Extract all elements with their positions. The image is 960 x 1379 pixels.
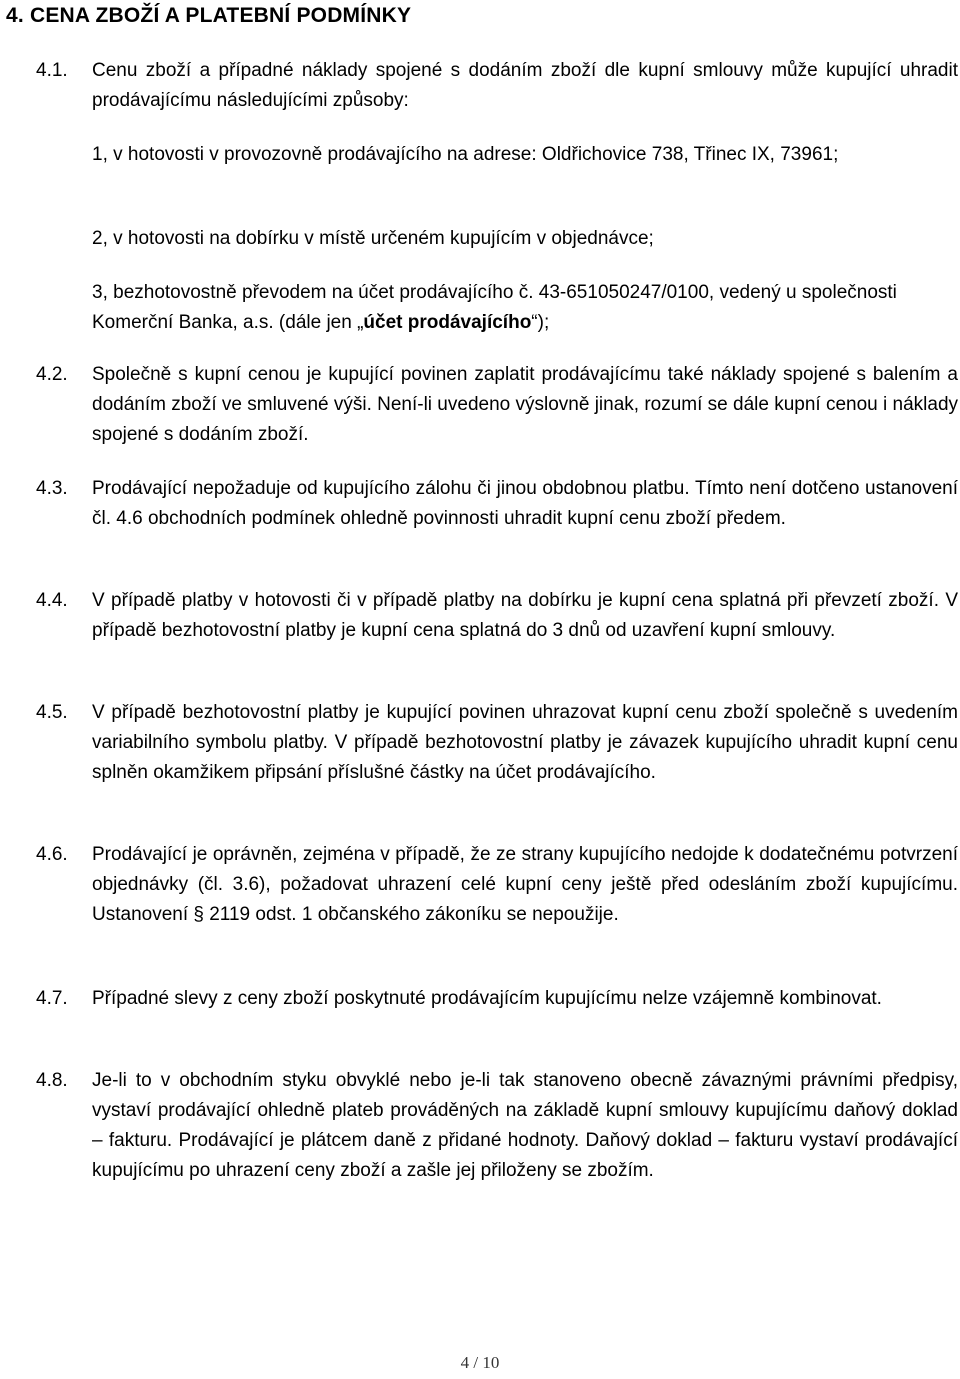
- clause-text: Prodávající nepožaduje od kupujícího zálohu či jinou obdobnou platbu. Tímto není dotčeno ustanovení čl. 4.6 obchodních podmínek ohledně povinnosti uhradit kupní cenu zboží předem.: [92, 478, 958, 529]
- clause-text: V případě bezhotovostní platby je kupující povinen uhrazovat kupní cenu zboží společně s uvedením variabilního symbolu platby. V případě bezhotovostní platby je závazek kupujícího uhradit kupní cenu splněn okamžikem připsání příslušné částky na účet prodávajícího.: [92, 702, 958, 783]
- clause-number: 4.2.: [36, 364, 68, 385]
- clause-number: 4.4.: [36, 590, 68, 611]
- option-3-text: 3, bezhotovostně převodem na účet prodávajícího č. 43-651050247/0100, vedený u společnosti Komerční Banka, a.s. (dále jen „: [92, 282, 897, 333]
- option-3-end: “);: [531, 312, 550, 333]
- section-heading: 4. CENA ZBOŽÍ A PLATEBNÍ PODMÍNKY: [6, 4, 412, 27]
- clause-text: Případné slevy z ceny zboží poskytnuté prodávajícím kupujícímu nelze vzájemně kombinovat.: [92, 988, 882, 1009]
- clause-text: Cenu zboží a případné náklady spojené s dodáním zboží dle kupní smlouvy může kupující uhradit prodávajícímu následujícími způsoby:: [92, 60, 958, 111]
- payment-option-1: 1, v hotovosti v provozovně prodávajícího na adrese: Oldřichovice 738, Třinec IX, 73961;: [92, 144, 839, 165]
- clause-text: Je-li to v obchodním styku obvyklé nebo je-li tak stanoveno obecně závaznými právními předpisy, vystaví prodávající ohledně plateb prováděných na základě kupní smlouvy kupujícímu daňový doklad – fakturu. Prodávající je plátcem daně z přidané hodnoty. Daňový doklad – fakturu vystaví prodávající kupujícímu po uhrazení ceny zboží a zašle jej přiloženy se zbožím.: [92, 1070, 958, 1181]
- clause-text: Prodávající je oprávněn, zejména v případě, že ze strany kupujícího nedojde k dodatečnému potvrzení objednávky (čl. 3.6), požadovat uhrazení celé kupní ceny ještě před odesláním zboží kupujícímu. Ustanovení § 2119 odst. 1 občanského zákoníku se nepoužije.: [92, 844, 958, 925]
- clause-text: Společně s kupní cenou je kupující povinen zaplatit prodávajícímu také náklady spojené s balením a dodáním zboží ve smluvené výši. Není-li uvedeno výslovně jinak, rozumí se dále kupní cenou i náklady spojené s dodáním zboží.: [92, 364, 959, 445]
- clause-number: 4.3.: [36, 478, 68, 499]
- payment-option-2: 2, v hotovosti na dobírku v místě určeném kupujícím v objednávce;: [92, 228, 654, 249]
- payment-option-3: [92, 278, 958, 338]
- clause-number: 4.8.: [36, 1070, 68, 1091]
- clause-number: 4.5.: [36, 702, 68, 723]
- defined-term: účet prodávajícího: [363, 312, 532, 333]
- clause-text: V případě platby v hotovosti či v případě platby na dobírku je kupní cena splatná při převzetí zboží. V případě bezhotovostní platby je kupní cena splatná do 3 dnů od uzavření kupní smlouvy.: [92, 590, 958, 641]
- page-number: 4 / 10: [460, 1353, 500, 1372]
- clause-number: 4.6.: [36, 844, 68, 865]
- clause-number: 4.7.: [36, 988, 68, 1009]
- clause-number: 4.1.: [36, 60, 68, 81]
